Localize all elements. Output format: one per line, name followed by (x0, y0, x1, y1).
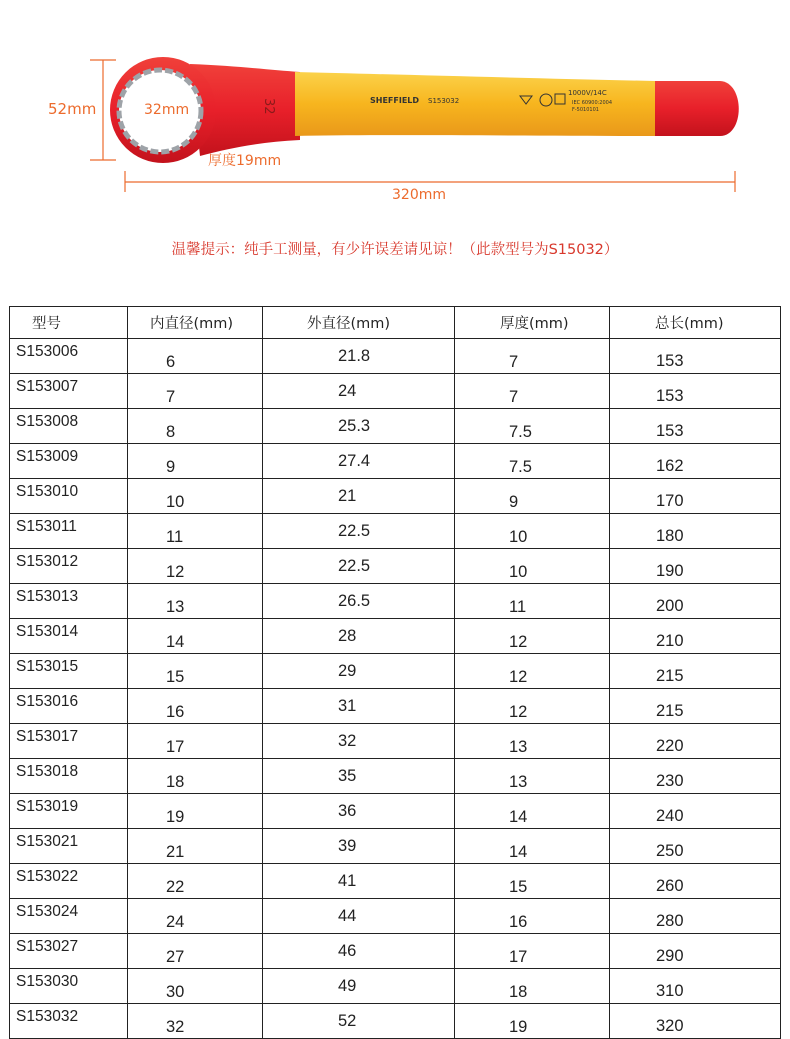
cell-total-length: 215 (610, 689, 781, 724)
header-inner-diameter: 内直径(mm) (128, 307, 263, 339)
cell-total-length: 170 (610, 479, 781, 514)
cell-thickness: 19 (455, 1004, 610, 1039)
cell-thickness: 10 (455, 549, 610, 584)
table-row (10, 339, 781, 374)
cell-thickness: 12 (455, 619, 610, 654)
cell-inner-diameter: 30 (128, 969, 263, 1004)
cell-thickness: 15 (455, 864, 610, 899)
cell-outer-diameter: 28 (263, 619, 455, 654)
cell-thickness: 12 (455, 689, 610, 724)
cell-model: S153012 (10, 549, 128, 584)
cell-total-length: 240 (610, 794, 781, 829)
table-body (10, 339, 781, 1039)
table-row (10, 549, 781, 584)
cell-outer-diameter: 49 (263, 969, 455, 1004)
cell-thickness: 11 (455, 584, 610, 619)
cell-model: S153010 (10, 479, 128, 514)
table-row (10, 969, 781, 1004)
table-row (10, 514, 781, 549)
cell-thickness: 10 (455, 514, 610, 549)
table-row (10, 934, 781, 969)
cell-thickness: 7 (455, 339, 610, 374)
cell-model: S153027 (10, 934, 128, 969)
cell-inner-diameter: 8 (128, 409, 263, 444)
cell-inner-diameter: 10 (128, 479, 263, 514)
dimension-height-label: 52mm (48, 100, 97, 118)
cell-thickness: 7.5 (455, 444, 610, 479)
cell-total-length: 162 (610, 444, 781, 479)
table-row (10, 899, 781, 934)
table-row (10, 724, 781, 759)
cell-inner-diameter: 9 (128, 444, 263, 479)
cell-total-length: 220 (610, 724, 781, 759)
cell-total-length: 250 (610, 829, 781, 864)
cell-thickness: 7 (455, 374, 610, 409)
cell-inner-diameter: 7 (128, 374, 263, 409)
cell-total-length: 310 (610, 969, 781, 1004)
cell-total-length: 290 (610, 934, 781, 969)
cell-inner-diameter: 14 (128, 619, 263, 654)
cell-model: S153018 (10, 759, 128, 794)
header-thickness: 厚度(mm) (455, 307, 610, 339)
cell-thickness: 17 (455, 934, 610, 969)
cell-model: S153011 (10, 514, 128, 549)
cell-thickness: 13 (455, 759, 610, 794)
cell-inner-diameter: 22 (128, 864, 263, 899)
table-row (10, 444, 781, 479)
cell-outer-diameter: 22.5 (263, 514, 455, 549)
table-row (10, 759, 781, 794)
cell-total-length: 320 (610, 1004, 781, 1039)
cell-model: S153019 (10, 794, 128, 829)
dimension-inner-label: 32mm (144, 102, 190, 118)
cell-thickness: 14 (455, 794, 610, 829)
cell-model: S153021 (10, 829, 128, 864)
cell-outer-diameter: 29 (263, 654, 455, 689)
cell-inner-diameter: 12 (128, 549, 263, 584)
cell-total-length: 180 (610, 514, 781, 549)
table-row (10, 374, 781, 409)
cell-model: S153030 (10, 969, 128, 1004)
cell-model: S153024 (10, 899, 128, 934)
header-total-length: 总长(mm) (610, 307, 781, 339)
table-row (10, 619, 781, 654)
cell-model: S153022 (10, 864, 128, 899)
header-model: 型号 (10, 307, 128, 339)
cell-inner-diameter: 19 (128, 794, 263, 829)
cell-outer-diameter: 25.3 (263, 409, 455, 444)
standard-text: IEC 60900:2004 (572, 100, 613, 106)
table-header-row (10, 307, 781, 339)
ring-number-text: 32 (261, 98, 276, 115)
cell-outer-diameter: 31 (263, 689, 455, 724)
cell-total-length: 190 (610, 549, 781, 584)
cell-outer-diameter: 27.4 (263, 444, 455, 479)
cell-total-length: 153 (610, 409, 781, 444)
cell-outer-diameter: 22.5 (263, 549, 455, 584)
table-row (10, 479, 781, 514)
table-row (10, 1004, 781, 1039)
cell-outer-diameter: 52 (263, 1004, 455, 1039)
cell-total-length: 153 (610, 339, 781, 374)
cell-inner-diameter: 17 (128, 724, 263, 759)
table-row (10, 584, 781, 619)
cell-inner-diameter: 16 (128, 689, 263, 724)
cell-model: S153009 (10, 444, 128, 479)
size-spec-table (9, 306, 781, 1039)
code-text: F-5010101 (572, 107, 599, 113)
cell-total-length: 215 (610, 654, 781, 689)
cell-outer-diameter: 35 (263, 759, 455, 794)
cell-outer-diameter: 21 (263, 479, 455, 514)
cell-outer-diameter: 41 (263, 864, 455, 899)
cell-inner-diameter: 6 (128, 339, 263, 374)
cell-inner-diameter: 15 (128, 654, 263, 689)
cell-thickness: 12 (455, 654, 610, 689)
cell-outer-diameter: 46 (263, 934, 455, 969)
cell-model: S153015 (10, 654, 128, 689)
dimension-length-label: 320mm (392, 187, 446, 203)
cell-inner-diameter: 11 (128, 514, 263, 549)
cell-outer-diameter: 44 (263, 899, 455, 934)
cell-model: S153013 (10, 584, 128, 619)
table-row (10, 409, 781, 444)
cell-model: S153008 (10, 409, 128, 444)
table-row (10, 864, 781, 899)
measurement-notice: 温馨提示：纯手工测量，有少许误差请见谅！（此款型号为S15032） (171, 242, 619, 258)
cell-model: S153016 (10, 689, 128, 724)
cell-outer-diameter: 39 (263, 829, 455, 864)
cell-total-length: 260 (610, 864, 781, 899)
cell-thickness: 18 (455, 969, 610, 1004)
cell-outer-diameter: 26.5 (263, 584, 455, 619)
table-row (10, 654, 781, 689)
cell-inner-diameter: 18 (128, 759, 263, 794)
cell-outer-diameter: 21.8 (263, 339, 455, 374)
cell-model: S153014 (10, 619, 128, 654)
handle-model-text: S153032 (428, 97, 460, 105)
cell-total-length: 200 (610, 584, 781, 619)
cell-thickness: 13 (455, 724, 610, 759)
cell-model: S153017 (10, 724, 128, 759)
cell-total-length: 153 (610, 374, 781, 409)
voltage-rating-text: 1000V/14C (568, 89, 607, 97)
cell-model: S153006 (10, 339, 128, 374)
cell-thickness: 9 (455, 479, 610, 514)
cell-model: S153032 (10, 1004, 128, 1039)
cell-total-length: 210 (610, 619, 781, 654)
cell-inner-diameter: 32 (128, 1004, 263, 1039)
cell-inner-diameter: 24 (128, 899, 263, 934)
cell-thickness: 14 (455, 829, 610, 864)
cell-outer-diameter: 32 (263, 724, 455, 759)
table-row (10, 829, 781, 864)
dimension-thickness-label: 厚度19mm (208, 153, 282, 169)
header-outer-diameter: 外直径(mm) (263, 307, 455, 339)
cell-total-length: 230 (610, 759, 781, 794)
cell-inner-diameter: 27 (128, 934, 263, 969)
cell-model: S153007 (10, 374, 128, 409)
cell-inner-diameter: 13 (128, 584, 263, 619)
cell-outer-diameter: 36 (263, 794, 455, 829)
cell-thickness: 7.5 (455, 409, 610, 444)
cell-thickness: 16 (455, 899, 610, 934)
table-row (10, 794, 781, 829)
brand-logo-text: SHEFFIELD (370, 96, 420, 105)
cell-outer-diameter: 24 (263, 374, 455, 409)
wrench-figure (0, 0, 790, 225)
cell-inner-diameter: 21 (128, 829, 263, 864)
cell-total-length: 280 (610, 899, 781, 934)
table-row (10, 689, 781, 724)
